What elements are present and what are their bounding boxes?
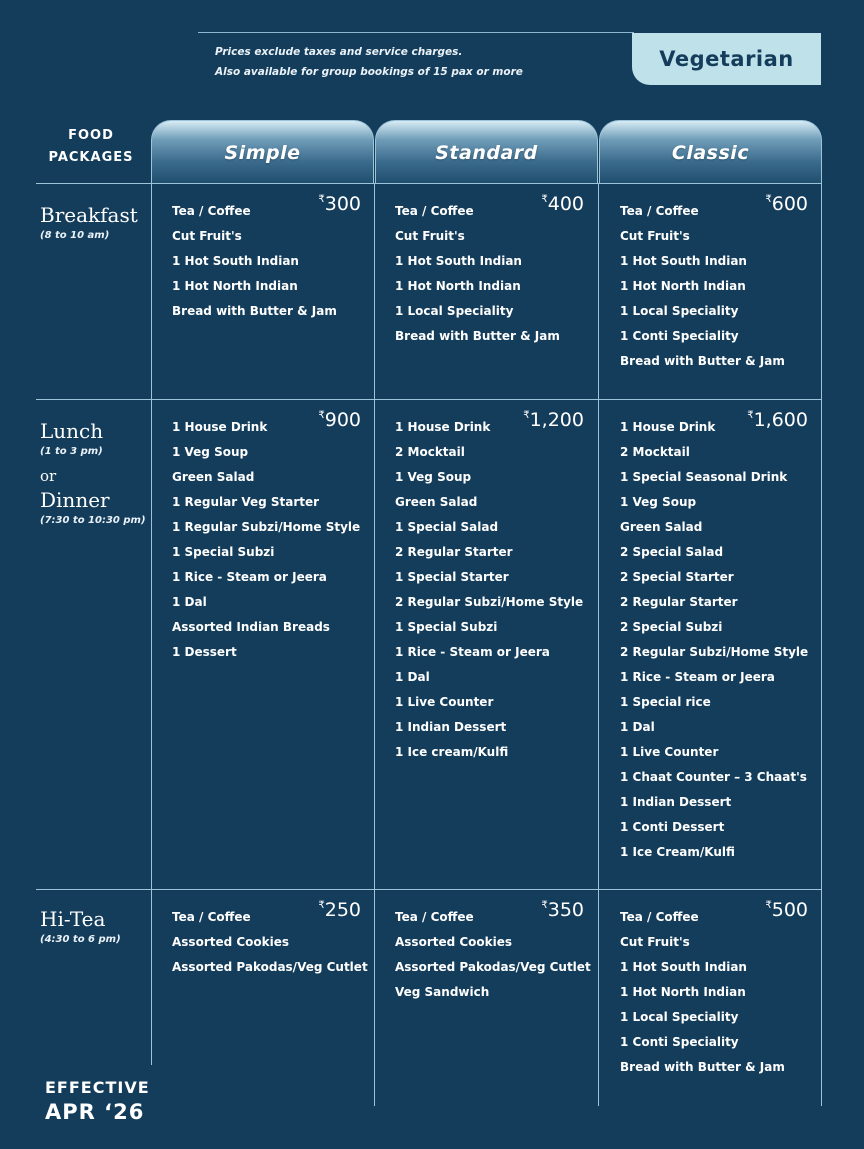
- items-breakfast-simple: [172, 199, 337, 324]
- meal-time-lunch: (1 to 3 pm): [40, 446, 103, 457]
- list-item: Cut Fruit's: [620, 935, 690, 949]
- list-item: 1 Special Starter: [395, 570, 509, 584]
- grid-vline-3: [598, 183, 599, 1106]
- list-item: 2 Regular Subzi/Home Style: [620, 645, 809, 659]
- package-header-classic: Classic: [599, 120, 822, 184]
- meal-hitea: [40, 906, 150, 945]
- list-item: 1 Hot South Indian: [620, 960, 747, 974]
- food-packages-label: [36, 125, 146, 169]
- meal-name: Hi-Tea: [40, 907, 106, 931]
- list-item: 1 Veg Soup: [395, 470, 472, 484]
- list-item: Assorted Cookies: [395, 935, 513, 949]
- price-amount: 350: [547, 899, 584, 921]
- vegetarian-tag: Vegetarian: [632, 33, 821, 85]
- list-item: 1 Hot North Indian: [620, 985, 746, 999]
- list-item: Tea / Coffee: [395, 910, 474, 924]
- list-item: Veg Sandwich: [395, 985, 490, 999]
- list-item: Tea / Coffee: [620, 910, 699, 924]
- rupee-symbol: ₹: [318, 900, 325, 911]
- list-item: 1 Special Subzi: [172, 545, 275, 559]
- items-hitea-classic: [620, 905, 785, 1080]
- list-item: 2 Special Salad: [620, 545, 724, 559]
- effective-label: EFFECTIVE: [45, 1078, 150, 1097]
- price-amount: 600: [771, 193, 808, 215]
- list-item: 1 Local Speciality: [395, 304, 514, 318]
- price-amount: 900: [324, 409, 361, 431]
- grid-vline-1: [151, 183, 152, 1065]
- grid-line-breakfast: [36, 399, 822, 400]
- rupee-symbol: ₹: [541, 900, 548, 911]
- list-item: 1 Special Subzi: [395, 620, 498, 634]
- package-header-simple: Simple: [151, 120, 374, 184]
- note-line-2: Also available for group bookings of 15 pax or more: [215, 66, 523, 78]
- list-item: Bread with Butter & Jam: [395, 329, 560, 343]
- list-item: 2 Mocktail: [620, 445, 690, 459]
- note-line-1: Prices exclude taxes and service charges.: [215, 46, 463, 58]
- items-lunch-dinner-standard: [395, 415, 583, 765]
- meal-name-dinner: Dinner: [40, 488, 110, 512]
- price-amount: 500: [771, 899, 808, 921]
- top-rule: [198, 32, 634, 33]
- list-item: 1 Special Salad: [395, 520, 499, 534]
- list-item: 1 Regular Subzi/Home Style: [172, 520, 361, 534]
- items-lunch-dinner-classic: [620, 415, 808, 865]
- list-item: 2 Special Starter: [620, 570, 734, 584]
- items-breakfast-classic: [620, 199, 785, 374]
- rupee-symbol: ₹: [765, 194, 772, 205]
- list-item: 1 Hot North Indian: [395, 279, 521, 293]
- list-item: Cut Fruit's: [395, 229, 465, 243]
- grid-vline-2: [374, 183, 375, 1106]
- list-item: 1 Live Counter: [620, 745, 719, 759]
- list-item: 1 Local Speciality: [620, 304, 739, 318]
- price-amount: 1,600: [753, 409, 808, 431]
- list-item: 1 Ice cream/Kulfi: [395, 745, 509, 759]
- rupee-symbol: ₹: [765, 900, 772, 911]
- rupee-symbol: ₹: [747, 410, 754, 421]
- meal-or: or: [40, 467, 57, 485]
- items-hitea-simple: [172, 905, 368, 980]
- list-item: 1 Hot North Indian: [620, 279, 746, 293]
- list-item: 1 Local Speciality: [620, 1010, 739, 1024]
- list-item: 1 Veg Soup: [620, 495, 697, 509]
- list-item: Tea / Coffee: [395, 204, 474, 218]
- list-item: 1 Indian Dessert: [395, 720, 507, 734]
- food-packages-line-2: PACKAGES: [48, 150, 134, 165]
- list-item: 1 Indian Dessert: [620, 795, 732, 809]
- list-item: Tea / Coffee: [172, 204, 251, 218]
- list-item: 1 House Drink: [172, 420, 268, 434]
- items-hitea-standard: [395, 905, 591, 1005]
- list-item: Assorted Pakodas/Veg Cutlet: [172, 960, 368, 974]
- meal-name: Breakfast: [40, 203, 138, 227]
- effective-date: [45, 1076, 150, 1124]
- grid-line-lunch: [36, 889, 822, 890]
- list-item: Tea / Coffee: [172, 910, 251, 924]
- list-item: Green Salad: [620, 520, 703, 534]
- list-item: 1 Special rice: [620, 695, 711, 709]
- list-item: 1 Conti Speciality: [620, 329, 739, 343]
- list-item: 1 Hot North Indian: [172, 279, 298, 293]
- price-notes: [215, 42, 523, 82]
- price-amount: 300: [324, 193, 361, 215]
- list-item: 1 House Drink: [395, 420, 491, 434]
- list-item: Assorted Indian Breads: [172, 620, 330, 634]
- meal-time-dinner: (7:30 to 10:30 pm): [40, 515, 146, 526]
- list-item: Tea / Coffee: [620, 204, 699, 218]
- list-item: 1 Veg Soup: [172, 445, 249, 459]
- list-item: Cut Fruit's: [620, 229, 690, 243]
- list-item: Assorted Pakodas/Veg Cutlet: [395, 960, 591, 974]
- items-lunch-dinner-simple: [172, 415, 360, 665]
- list-item: Assorted Cookies: [172, 935, 290, 949]
- list-item: Bread with Butter & Jam: [172, 304, 337, 318]
- list-item: 1 Hot South Indian: [395, 254, 522, 268]
- list-item: 1 Dal: [395, 670, 430, 684]
- list-item: 1 Special Seasonal Drink: [620, 470, 788, 484]
- list-item: 2 Regular Starter: [620, 595, 738, 609]
- list-item: 1 Rice - Steam or Jeera: [172, 570, 327, 584]
- food-packages-line-1: FOOD: [68, 128, 114, 143]
- list-item: 1 Dessert: [172, 645, 237, 659]
- items-breakfast-standard: [395, 199, 560, 349]
- meal-time: (4:30 to 6 pm): [40, 934, 121, 945]
- list-item: 1 Rice - Steam or Jeera: [395, 645, 550, 659]
- list-item: 1 Ice Cream/Kulfi: [620, 845, 735, 859]
- rupee-symbol: ₹: [318, 194, 325, 205]
- price-amount: 250: [324, 899, 361, 921]
- list-item: 2 Regular Subzi/Home Style: [395, 595, 584, 609]
- list-item: 2 Mocktail: [395, 445, 465, 459]
- list-item: 1 House Drink: [620, 420, 716, 434]
- list-item: 2 Regular Starter: [395, 545, 513, 559]
- meal-time: (8 to 10 am): [40, 230, 110, 241]
- list-item: 1 Hot South Indian: [172, 254, 299, 268]
- list-item: 1 Dal: [620, 720, 655, 734]
- effective-value: APR ‘26: [45, 1100, 145, 1124]
- rupee-symbol: ₹: [541, 194, 548, 205]
- list-item: Bread with Butter & Jam: [620, 354, 785, 368]
- meal-name-lunch: Lunch: [40, 419, 104, 443]
- price-amount: 1,200: [529, 409, 584, 431]
- list-item: Cut Fruit's: [172, 229, 242, 243]
- list-item: Green Salad: [172, 470, 255, 484]
- list-item: 1 Live Counter: [395, 695, 494, 709]
- meal-breakfast: [40, 202, 150, 241]
- list-item: 1 Hot South Indian: [620, 254, 747, 268]
- list-item: 1 Dal: [172, 595, 207, 609]
- grid-line-header: [36, 183, 822, 184]
- list-item: 1 Conti Dessert: [620, 820, 725, 834]
- meal-lunch-dinner: [40, 418, 150, 526]
- package-header-standard: Standard: [375, 120, 598, 184]
- list-item: Bread with Butter & Jam: [620, 1060, 785, 1074]
- list-item: Green Salad: [395, 495, 478, 509]
- list-item: 1 Rice - Steam or Jeera: [620, 670, 775, 684]
- list-item: 1 Regular Veg Starter: [172, 495, 320, 509]
- rupee-symbol: ₹: [523, 410, 530, 421]
- list-item: 2 Special Subzi: [620, 620, 723, 634]
- rupee-symbol: ₹: [318, 410, 325, 421]
- price-amount: 400: [547, 193, 584, 215]
- list-item: 1 Chaat Counter – 3 Chaat's: [620, 770, 807, 784]
- list-item: 1 Conti Speciality: [620, 1035, 739, 1049]
- grid-vline-4: [821, 183, 822, 1106]
